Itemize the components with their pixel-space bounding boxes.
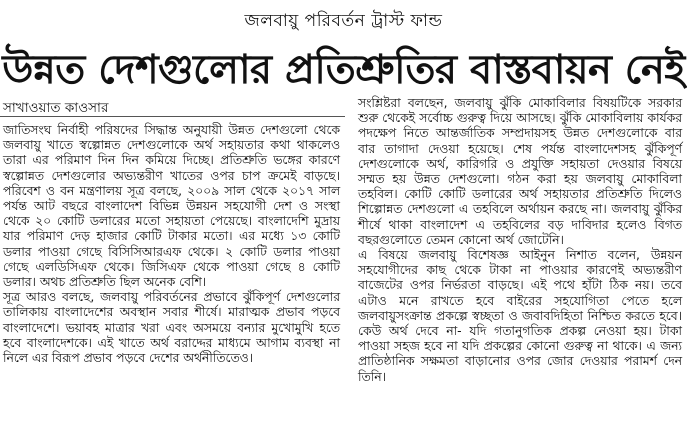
left-column — [3, 123, 340, 366]
kicker: জলবায়ু পরিবর্তন ট্রাস্ট ফান্ড — [244, 11, 443, 31]
right-column — [358, 96, 682, 385]
left-paragraph-2: সূত্র আরও বলছে, জলবায়ু পরিবর্তনের প্রভাবে ঝুঁকিপূর্ণ দেশগুলোর তালিকায় বাংলাদেশের অবস্থান সবার শীর্ষে। মারাত্মক প্রভাব পড়বে বাংলাদেশে। ভয়াবহ মাত্রার খরা এবং অসময়ে বন্যার মুখোমুখি হতে হবে বাংলাদেশকে। এই খাতে অর্থ বরাদ্দের মাধ্যমে আগাম ব্যবস্থা না নিলে এর বিরূপ প্রভাব পড়বে দেশের অর্থনীতিতেও। — [3, 290, 340, 366]
right-paragraph-1: সংশ্লিষ্টরা বলছেন, জলবায়ু ঝুঁকি মোকাবিলার বিষয়টিকে সরকার শুরু থেকেই সর্বোচ্চ গুরুত্ব দিয়ে আসছে। ঝুঁকি মোকাবিলায় কার্যকর পদক্ষেপ নিতে আন্তর্জাতিক সম্প্রদায়সহ উন্নত দেশগুলোকে বার বার তাগাদা দেওয়া হয়েছে। শেষ পর্যন্ত বাংলাদেশসহ ঝুঁকিপূর্ণ দেশগুলোকে অর্থ, কারিগরি ও প্রযুক্তি সহায়তা দেওয়ার বিষয়ে সম্মত হয় উন্নত দেশগুলো। গঠন করা হয় জলবায়ু মোকাবিলা তহবিল। কোটি কোটি ডলারের অর্থ সহায়তার প্রতিশ্রুতি দিলেও শিল্পোন্নত দেশগুলো এ তহবিলে অর্থায়ন করছে না। জলবায়ু ঝুঁকির শীর্ষে থাকা বাংলাদেশ এ তহবিলের বড় দাবিদার হলেও বিগত বছরগুলোতে তেমন কোনো অর্থ জোটেনি। — [358, 96, 682, 247]
headline: উন্নত দেশগুলোর প্রতিশ্রুতির বাস্তবায়ন নেই — [2, 47, 685, 93]
right-paragraph-2: এ বিষয়ে জলবায়ু বিশেষজ্ঞ আইনুন নিশাত বলেন, উন্নয়ন সহযোগীদের কাছ থেকে টাকা না পাওয়ার কারণেই অভ্যন্তরীণ বাজেটের ওপর নির্ভরতা বাড়ছে। এই পথে হাঁটা ঠিক নয়। তবে এটাও মনে রাখতে হবে বাইরের সহযোগিতা পেতে হলে জলবায়ুসংক্রান্ত প্রকল্পে স্বচ্ছতা ও জবাবদিহিতা নিশ্চিত করতে হবে। কেউ অর্থ দেবে না- যদি গতানুগতিক প্রকল্প নেওয়া হয়। টাকা পাওয়া সহজ হবে না যদি প্রকল্পের কোনো গুরুত্ব না থাকে। এ জন্য প্রাতিষ্ঠানিক সক্ষমতা বাড়ানোর ওপর জোর দেওয়ার পরামর্শ দেন তিনি। — [358, 248, 682, 384]
byline-rule — [0, 116, 345, 117]
left-paragraph-1: জাতিসংঘ নির্বাহী পরিষদের সিদ্ধান্ত অনুযায়ী উন্নত দেশগুলো থেকে জলবায়ু খাতে স্বল্পোন্নত দেশগুলোকে অর্থ সহায়তার কথা থাকলেও তারা এর পরিমাণ দিন দিন কমিয়ে দিচ্ছে। প্রতিশ্রুতি ভঙ্গের কারণে স্বল্পোন্নত দেশগুলোর অভ্যন্তরীণ খাতের ওপর চাপ ক্রমেই বাড়ছে। পরিবেশ ও বন মন্ত্রণালয় সূত্র বলছে, ২০০৯ সাল থেকে ২০১৭ সাল পর্যন্ত আট বছরে বাংলাদেশ বিভিন্ন উন্নয়ন সহযোগী দেশ ও সংস্থা থেকে ২০ কোটি ডলারের মতো সহায়তা পেয়েছে। বাংলাদেশি মুদ্রায় যার পরিমাণ দেড় হাজার কোটি টাকার মতো। এর মধ্যে ১৩ কোটি ডলার পাওয়া গেছে বিসিসিআরএফ থেকে। ২ কোটি ডলার পাওয়া গেছে এলডিসিএফ থেকে। জিসিএফ থেকে পাওয়া গেছে ৪ কোটি ডলার। অথচ প্রতিশ্রুতি ছিল অনেক বেশি। — [3, 123, 340, 290]
byline: সাখাওয়াত কাওসার — [3, 100, 109, 116]
